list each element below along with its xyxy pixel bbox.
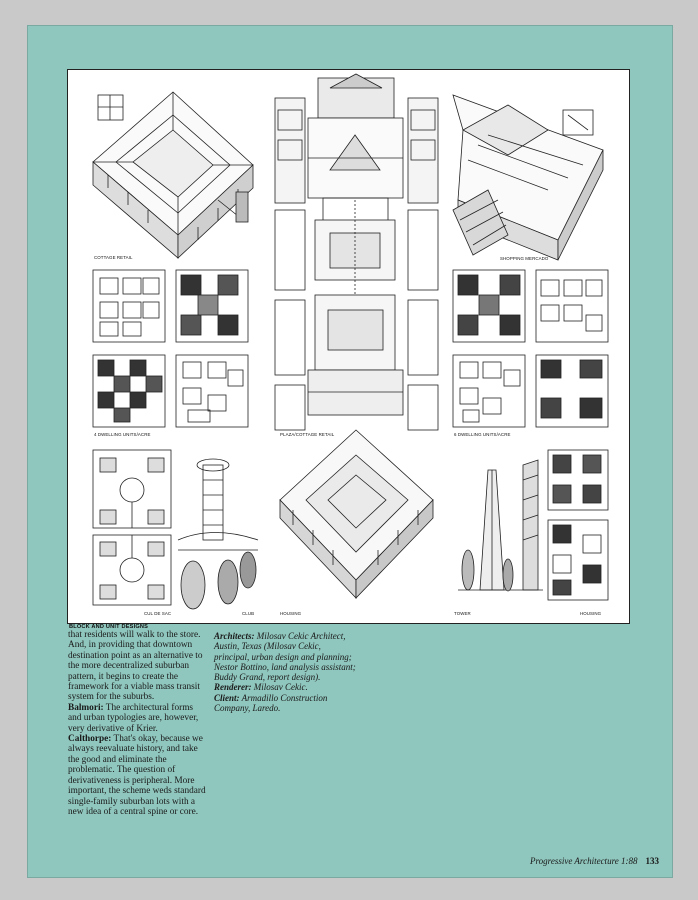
- drawings-plate: [67, 69, 630, 624]
- caption-cottage-retail: COTTAGE RETAIL: [94, 255, 133, 260]
- speaker-calthorpe: Calthorpe:: [68, 734, 112, 745]
- caption-housing-right: HOUSING: [580, 611, 602, 616]
- drawings-illustration: [68, 70, 629, 623]
- section-label: BLOCK AND UNIT DESIGNS: [69, 624, 149, 630]
- caption-tower: TOWER: [454, 611, 471, 616]
- caption-shopping-mercado: SHOPPING MERCADO: [500, 256, 549, 261]
- caption-4-dwelling-units: 4 DWELLING UNITS/ACRE: [94, 432, 151, 437]
- housing-right-drawing: [548, 450, 608, 600]
- central-spine-top: [275, 74, 438, 233]
- cottage-retail-drawing: [93, 92, 253, 258]
- page-footer: [530, 856, 659, 866]
- caption-6-dwelling-units: 6 DWELLING UNITS/ACRE: [454, 432, 511, 437]
- club-drawing: [178, 459, 258, 609]
- caption-club: CLUB: [242, 611, 255, 616]
- body-paragraph-1: that residents will walk to the store. And, in providing that downtown destination point as an alternative to the more decentralized suburban pattern, it begins to create the framework for a viable mass transit system for the suburbs.: [68, 630, 203, 703]
- credit-renderer: Renderer: Milosav Cekic.: [214, 682, 308, 693]
- credit-architects: Architects: Milosav Cekic Architect, Austin, Texas (Milosav Cekic, principal, urban design and planning; Nestor Bottino, land analysis assistant; Buddy Grand, report design).: [214, 631, 356, 683]
- speaker-balmori: Balmori:: [68, 702, 104, 713]
- shopping-mercado-drawing: [453, 95, 603, 260]
- dwelling-6-grids: [453, 270, 608, 427]
- dwelling-4-grids: [93, 270, 248, 427]
- credits-column: [214, 631, 356, 713]
- body-paragraph-2: Balmori: The architectural forms and urban typologies are, however, very derivative of Krier.: [68, 702, 199, 734]
- caption-housing-center: HOUSING: [280, 611, 302, 616]
- page-number: 133: [645, 856, 659, 866]
- central-spine-middle: [275, 200, 438, 430]
- body-paragraph-3: Calthorpe: That's okay, because we always reevaluate history, and take the good and eliminate the problematic. The question of derivativeness is peripheral. More important, the scheme weds standard single-family suburban lots with a new idea of a central spine or core.: [68, 734, 206, 817]
- body-text-column: [68, 630, 208, 817]
- cul-de-sac-drawing: [93, 450, 171, 605]
- housing-center-drawing: [280, 430, 433, 598]
- tower-drawing: [458, 460, 543, 591]
- caption-plaza-cottage-retail: PLAZA/COTTAGE RETAIL: [280, 432, 335, 437]
- credit-client: Client: Armadillo Construction Company, Laredo.: [214, 692, 328, 714]
- journal-name: Progressive Architecture 1:88: [530, 856, 638, 866]
- caption-cul-de-sac: CUL DE SAC: [144, 611, 172, 616]
